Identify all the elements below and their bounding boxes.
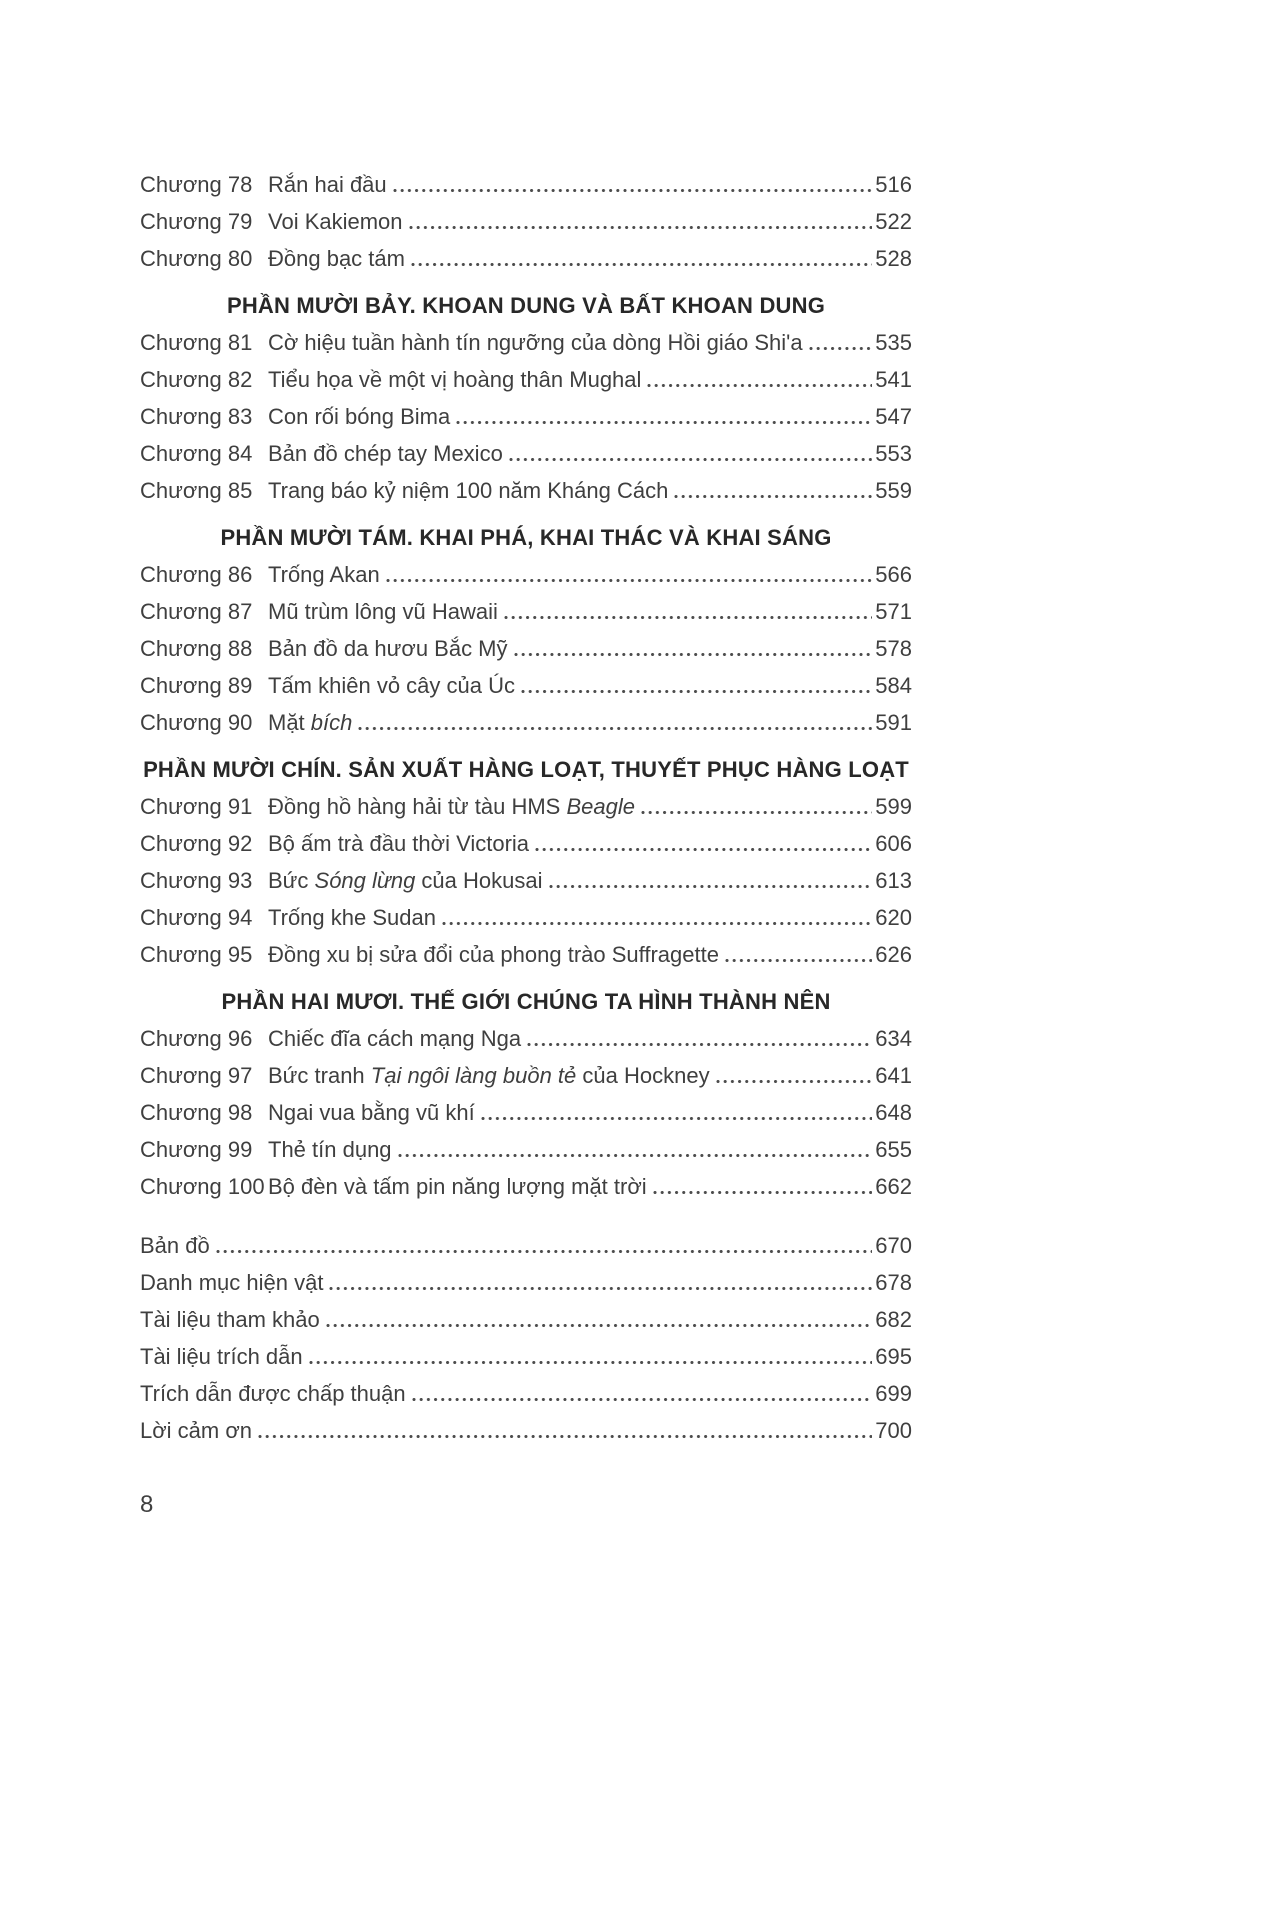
entry-title-part: Con rối bóng Bima bbox=[268, 404, 451, 429]
back-matter-entry bbox=[140, 1338, 912, 1375]
toc-entry bbox=[140, 825, 912, 862]
section-heading: PHẦN MƯỜI BẢY. KHOAN DUNG VÀ BẤT KHOAN DUNG bbox=[226, 293, 826, 318]
toc-entry bbox=[140, 630, 912, 667]
section-heading: PHẦN HAI MƯƠI. THẾ GIỚI CHÚNG TA HÌNH THÀNH NÊN bbox=[221, 989, 831, 1014]
entry-title-part: Rắn hai đầu bbox=[268, 172, 387, 197]
entry-title-part: Bản đồ da hươu Bắc Mỹ bbox=[268, 636, 508, 661]
entry-page: 522 bbox=[875, 209, 912, 234]
entry-title-part: Voi Kakiemon bbox=[268, 209, 403, 234]
chapter-label: Chương 82 bbox=[140, 367, 253, 392]
entry-page: 678 bbox=[875, 1270, 912, 1295]
entry-title bbox=[268, 166, 387, 203]
entry-title-part: Đồng bạc tám bbox=[268, 246, 405, 271]
entry-title bbox=[268, 435, 503, 472]
entry-page: 699 bbox=[875, 1381, 912, 1406]
toc-entry bbox=[140, 788, 912, 825]
dot-leader bbox=[309, 1361, 873, 1364]
dot-leader bbox=[809, 347, 873, 350]
entry-title bbox=[268, 1168, 647, 1205]
entry-page: 547 bbox=[875, 404, 912, 429]
dot-leader bbox=[411, 263, 872, 266]
chapter-label: Chương 83 bbox=[140, 404, 253, 429]
entry-title-part: Tài liệu trích dẫn bbox=[140, 1344, 303, 1369]
toc-entry bbox=[140, 936, 912, 973]
dot-leader bbox=[716, 1080, 873, 1083]
chapter-label: Chương 89 bbox=[140, 673, 253, 698]
entry-page: 695 bbox=[875, 1344, 912, 1369]
entry-title-part: Mặt bbox=[268, 710, 311, 735]
entry-title bbox=[268, 324, 803, 361]
entry-page: 599 bbox=[875, 794, 912, 819]
dot-leader bbox=[326, 1324, 873, 1327]
entry-title bbox=[268, 593, 498, 630]
entry-page: 655 bbox=[875, 1137, 912, 1162]
entry-title bbox=[268, 899, 436, 936]
entry-title bbox=[268, 1020, 521, 1057]
dot-leader bbox=[216, 1250, 873, 1253]
section-heading: PHẦN MƯỜI TÁM. KHAI PHÁ, KHAI THÁC VÀ KHAI SÁNG bbox=[220, 525, 832, 550]
toc-entry bbox=[140, 556, 912, 593]
chapter-label: Chương 94 bbox=[140, 905, 253, 930]
entry-title bbox=[140, 1227, 210, 1264]
entry-page: 578 bbox=[875, 636, 912, 661]
entry-page: 670 bbox=[875, 1233, 912, 1258]
toc-entry bbox=[140, 593, 912, 630]
entry-title bbox=[140, 1375, 406, 1412]
entry-title bbox=[268, 936, 719, 973]
entry-page: 584 bbox=[875, 673, 912, 698]
entry-title-part: Tiểu họa về một vị hoàng thân Mughal bbox=[268, 367, 642, 392]
entry-title bbox=[268, 1094, 475, 1131]
entry-title-italic-part: Tại ngôi làng buồn tẻ bbox=[370, 1063, 577, 1088]
entry-page: 559 bbox=[875, 478, 912, 503]
toc-entry bbox=[140, 667, 912, 704]
entry-title-italic-part: bích bbox=[310, 710, 353, 735]
entry-page: 613 bbox=[875, 868, 912, 893]
entry-title-part: Bộ ấm trà đầu thời Victoria bbox=[268, 831, 530, 856]
dot-leader bbox=[653, 1191, 873, 1194]
chapter-label: Chương 97 bbox=[140, 1063, 253, 1088]
dot-leader bbox=[386, 579, 873, 582]
chapter-label: Chương 79 bbox=[140, 209, 253, 234]
entry-title bbox=[268, 862, 543, 899]
toc-content bbox=[140, 166, 912, 1519]
entry-title bbox=[268, 630, 508, 667]
entry-title bbox=[268, 472, 668, 509]
dot-leader bbox=[641, 811, 872, 814]
toc-entry bbox=[140, 899, 912, 936]
entry-title bbox=[140, 1412, 252, 1449]
toc-entry bbox=[140, 166, 912, 203]
entry-title-part: Cờ hiệu tuần hành tín ngưỡng của dòng Hồi giáo Shi'a bbox=[268, 330, 803, 355]
dot-leader bbox=[358, 727, 872, 730]
entry-page: 571 bbox=[875, 599, 912, 624]
entry-page: 591 bbox=[875, 710, 912, 735]
chapter-label: Chương 78 bbox=[140, 172, 253, 197]
entry-title-part: Bức bbox=[268, 868, 315, 893]
entry-title bbox=[268, 704, 352, 741]
back-matter-entry bbox=[140, 1412, 912, 1449]
entry-title bbox=[268, 556, 380, 593]
dot-leader bbox=[398, 1154, 873, 1157]
toc-entry bbox=[140, 1131, 912, 1168]
entry-title-part: Danh mục hiện vật bbox=[140, 1270, 324, 1295]
entry-title-italic-part: Beagle bbox=[566, 794, 635, 819]
dot-leader bbox=[393, 189, 873, 192]
entry-page: 541 bbox=[875, 367, 912, 392]
dot-leader bbox=[535, 848, 872, 851]
chapter-label: Chương 90 bbox=[140, 710, 253, 735]
dot-leader bbox=[549, 885, 873, 888]
dot-leader bbox=[442, 922, 872, 925]
entry-page: 634 bbox=[875, 1026, 912, 1051]
chapter-label: Chương 87 bbox=[140, 599, 253, 624]
entry-title-part: Bộ đèn và tấm pin năng lượng mặt trời bbox=[268, 1174, 647, 1199]
dot-leader bbox=[409, 226, 873, 229]
entry-page: 528 bbox=[875, 246, 912, 271]
entry-title-part: Mũ trùm lông vũ Hawaii bbox=[268, 599, 498, 624]
toc-entry bbox=[140, 1057, 912, 1094]
back-matter-entry bbox=[140, 1264, 912, 1301]
chapter-label: Chương 100 bbox=[140, 1174, 265, 1199]
chapter-label: Chương 96 bbox=[140, 1026, 253, 1051]
chapter-label: Chương 98 bbox=[140, 1100, 253, 1125]
entry-title bbox=[268, 240, 405, 277]
back-matter-entry bbox=[140, 1227, 912, 1264]
entry-page: 662 bbox=[875, 1174, 912, 1199]
entry-page: 535 bbox=[875, 330, 912, 355]
entry-title bbox=[268, 1057, 710, 1094]
back-matter-entry bbox=[140, 1301, 912, 1338]
dot-leader bbox=[514, 653, 873, 656]
entry-title bbox=[268, 788, 635, 825]
page-number: 8 bbox=[140, 1491, 154, 1518]
entry-title-part: Bức tranh bbox=[268, 1063, 371, 1088]
chapter-label: Chương 91 bbox=[140, 794, 253, 819]
entry-title-part: Chiếc đĩa cách mạng Nga bbox=[268, 1026, 522, 1051]
dot-leader bbox=[258, 1435, 872, 1438]
entry-title-part: Tấm khiên vỏ cây của Úc bbox=[268, 673, 515, 698]
entry-title-part: Trống khe Sudan bbox=[268, 905, 436, 930]
entry-title-part: Đồng xu bị sửa đổi của phong trào Suffragette bbox=[268, 942, 719, 967]
entry-title-part: Đồng hồ hàng hải từ tàu HMS bbox=[268, 794, 567, 819]
entry-page: 700 bbox=[875, 1418, 912, 1443]
dot-leader bbox=[481, 1117, 873, 1120]
toc-entry bbox=[140, 704, 912, 741]
dot-leader bbox=[674, 495, 872, 498]
chapter-label: Chương 81 bbox=[140, 330, 253, 355]
entry-page: 648 bbox=[875, 1100, 912, 1125]
toc-entry bbox=[140, 240, 912, 277]
chapter-label: Chương 93 bbox=[140, 868, 253, 893]
dot-leader bbox=[504, 616, 872, 619]
entry-page: 682 bbox=[875, 1307, 912, 1332]
toc-list bbox=[140, 166, 912, 1205]
toc-entry bbox=[140, 472, 912, 509]
entry-title-italic-part: Sóng lừng bbox=[314, 868, 416, 893]
entry-page: 566 bbox=[875, 562, 912, 587]
entry-title bbox=[268, 1131, 392, 1168]
back-matter-list bbox=[140, 1227, 912, 1449]
back-matter-entry bbox=[140, 1375, 912, 1412]
chapter-label: Chương 88 bbox=[140, 636, 253, 661]
dot-leader bbox=[509, 458, 872, 461]
entry-title-part: Bản đồ bbox=[140, 1233, 210, 1258]
dot-leader bbox=[329, 1287, 872, 1290]
dot-leader bbox=[521, 690, 872, 693]
entry-title bbox=[140, 1264, 323, 1301]
entry-title-part: Trang báo kỷ niệm 100 năm Kháng Cách bbox=[268, 478, 669, 503]
chapter-label: Chương 84 bbox=[140, 441, 253, 466]
entry-title-part: của Hokusai bbox=[415, 868, 543, 893]
entry-title-part: Trích dẫn được chấp thuận bbox=[140, 1381, 406, 1406]
toc-entry bbox=[140, 398, 912, 435]
toc-entry bbox=[140, 435, 912, 472]
chapter-label: Chương 99 bbox=[140, 1137, 253, 1162]
entry-title bbox=[268, 203, 403, 240]
toc-entry bbox=[140, 324, 912, 361]
entry-title-part: Tài liệu tham khảo bbox=[140, 1307, 320, 1332]
dot-leader bbox=[456, 421, 872, 424]
entry-title-part: Trống Akan bbox=[268, 562, 380, 587]
entry-title bbox=[268, 667, 515, 704]
dot-leader bbox=[527, 1043, 872, 1046]
dot-leader bbox=[412, 1398, 873, 1401]
toc-entry bbox=[140, 1168, 912, 1205]
toc-entry bbox=[140, 862, 912, 899]
entry-page: 641 bbox=[875, 1063, 912, 1088]
chapter-label: Chương 80 bbox=[140, 246, 253, 271]
entry-page: 620 bbox=[875, 905, 912, 930]
toc-entry bbox=[140, 203, 912, 240]
entry-title bbox=[268, 361, 641, 398]
entry-title-part: Bản đồ chép tay Mexico bbox=[268, 441, 503, 466]
entry-title bbox=[268, 825, 529, 862]
entry-title bbox=[140, 1301, 320, 1338]
entry-page: 626 bbox=[875, 942, 912, 967]
toc-entry bbox=[140, 361, 912, 398]
entry-title-part: Ngai vua bằng vũ khí bbox=[268, 1100, 475, 1125]
entry-title bbox=[140, 1338, 303, 1375]
entry-page: 516 bbox=[875, 172, 912, 197]
entry-page: 553 bbox=[875, 441, 912, 466]
entry-title-part: của Hockney bbox=[576, 1063, 710, 1088]
chapter-label: Chương 92 bbox=[140, 831, 253, 856]
entry-title-part: Thẻ tín dụng bbox=[268, 1137, 392, 1162]
dot-leader bbox=[725, 959, 872, 962]
toc-entry bbox=[140, 1094, 912, 1131]
section-heading: PHẦN MƯỜI CHÍN. SẢN XUẤT HÀNG LOẠT, THUYẾT PHỤC HÀNG LOẠT bbox=[143, 757, 909, 782]
toc-entry bbox=[140, 1020, 912, 1057]
chapter-label: Chương 95 bbox=[140, 942, 253, 967]
chapter-label: Chương 86 bbox=[140, 562, 253, 587]
chapter-label: Chương 85 bbox=[140, 478, 253, 503]
entry-page: 606 bbox=[875, 831, 912, 856]
dot-leader bbox=[647, 384, 872, 387]
entry-title-part: Lời cảm ơn bbox=[140, 1418, 252, 1443]
entry-title bbox=[268, 398, 450, 435]
